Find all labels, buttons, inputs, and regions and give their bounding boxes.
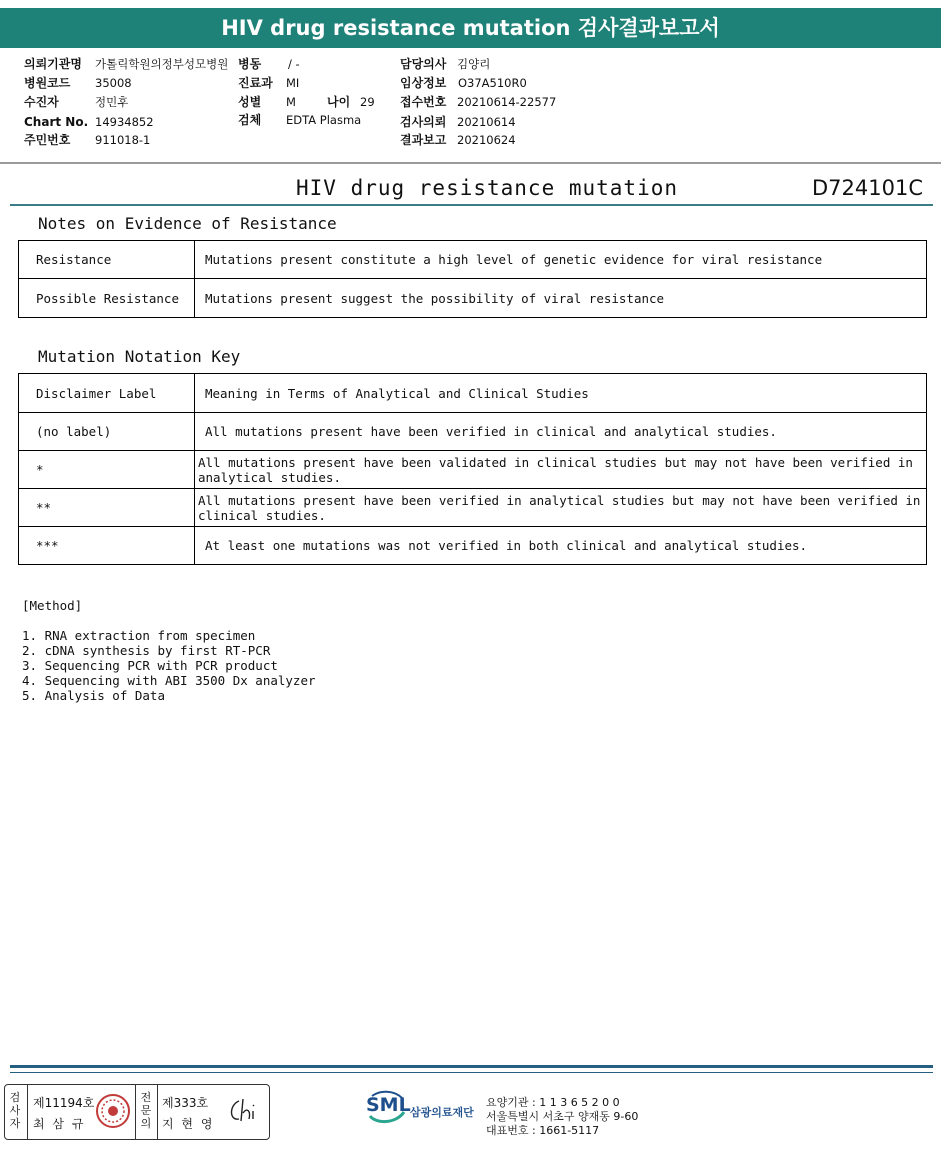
table-row [19,374,927,413]
receipt-value: 20210614-22577 [457,95,557,109]
inst-address: 서울특별시 서초구 양재동 9-60 [486,1110,639,1123]
notes-text-cell: Mutations present constitute a high level of genetic evidence for viral resistance [195,241,927,279]
hospital-code-value: 35008 [95,76,132,90]
sex-value: M [286,95,296,109]
doctor-label: 담당의사 [400,57,447,71]
specimen-value: EDTA Plasma [286,113,362,127]
method-step: 2. cDNA synthesis by first RT-PCR [22,643,271,658]
table-row [19,413,927,451]
patient-name-value: 정민후 [95,95,129,109]
ward-label: 병동 [238,57,262,71]
specialist-license-no: 제333호 [162,1096,209,1110]
clinical-info-value: O37A510R0 [458,76,527,90]
method-step: 1. RNA extraction from specimen [22,628,256,643]
request-date-label: 검사의뢰 [400,115,447,129]
department-label: 진료과 [238,76,273,90]
header-divider [0,162,941,164]
table-row [19,489,927,527]
sex-label: 성별 [238,95,262,109]
specialist-vertical-label: 전문의 [140,1091,152,1130]
notes-section-title: Notes on Evidence of Resistance [38,214,337,233]
signature-box [4,1084,270,1140]
institution-label: 의뢰기관명 [24,57,82,71]
table-row [19,527,927,565]
specimen-label: 검체 [238,113,262,127]
institution-value: 가톨릭학원의정부성모병원 [95,57,229,71]
method-step: 4. Sequencing with ABI 3500 Dx analyzer [22,673,316,688]
examiner-seal-icon [95,1093,131,1129]
chart-no-label: Chart No. [24,115,89,129]
hospital-code-label: 병원코드 [24,76,71,90]
method-step: 3. Sequencing PCR with PCR product [22,658,278,673]
divider [157,1085,158,1139]
examiner-name: 최 삼 규 [33,1117,86,1131]
patient-info [0,0,941,160]
key-label-cell: Disclaimer Label [19,374,195,413]
footer-divider-thin [10,1072,933,1073]
report-code: D724101C [812,176,923,200]
rrn-value: 911018-1 [95,133,151,147]
sml-logo-text: SML [366,1094,411,1116]
method-title: [Method] [22,598,83,613]
key-label-cell: * [19,451,195,489]
age-label: 나이 [327,95,351,109]
examiner-vertical-label: 검사자 [9,1091,21,1130]
report-date-value: 20210624 [457,133,516,147]
key-label-cell: (no label) [19,413,195,451]
org-name: 삼광의료재단 [410,1106,474,1119]
divider [27,1085,28,1139]
doctor-value: 김양리 [457,57,491,71]
key-section-title: Mutation Notation Key [38,347,241,366]
report-header-title: HIV drug resistance mutation 검사결과보고서 [0,8,941,48]
key-text-cell: All mutations present have been verified in clinical and analytical studies. [195,413,927,451]
key-text-cell: Meaning in Terms of Analytical and Clinical Studies [195,374,927,413]
table-row [19,451,927,489]
report-date-label: 결과보고 [400,133,447,147]
key-label-cell: ** [19,489,195,527]
notes-text-cell: Mutations present suggest the possibility of viral resistance [195,279,927,318]
patient-name-label: 수진자 [24,95,59,109]
rrn-label: 주민번호 [24,133,71,147]
key-text-cell: All mutations present have been validated in clinical studies but may not have been verified in analytical studies. [195,451,927,489]
notes-label-cell: Resistance [19,241,195,279]
inst-code: 요양기관 : 1 1 3 6 5 2 0 0 [486,1096,620,1109]
clinical-info-label: 임상정보 [400,76,447,90]
chart-no-value: 14934852 [95,115,154,129]
specialist-name: 지 현 영 [162,1117,215,1131]
table-row [19,241,927,279]
age-value: 29 [360,95,375,109]
examiner-license-no: 제11194호 [33,1096,95,1110]
notes-label-cell: Possible Resistance [19,279,195,318]
table-row [19,279,927,318]
title-divider [10,204,933,206]
key-table [18,373,927,565]
method-step: 5. Analysis of Data [22,688,165,703]
ward-value: / - [288,57,300,71]
footer-divider [10,1065,933,1068]
department-value: MI [286,76,300,90]
key-label-cell: *** [19,527,195,565]
notes-table [18,240,927,318]
key-text-cell: All mutations present have been verified in analytical studies but may not have been verified in clinical studies. [195,489,927,527]
inst-phone: 대표번호 : 1661-5117 [486,1124,600,1137]
key-text-cell: At least one mutations was not verified in both clinical and analytical studies. [195,527,927,565]
signature-icon [225,1097,265,1127]
request-date-value: 20210614 [457,115,516,129]
divider [135,1085,136,1139]
report-title: HIV drug resistance mutation [296,176,679,200]
receipt-label: 접수번호 [400,95,447,109]
